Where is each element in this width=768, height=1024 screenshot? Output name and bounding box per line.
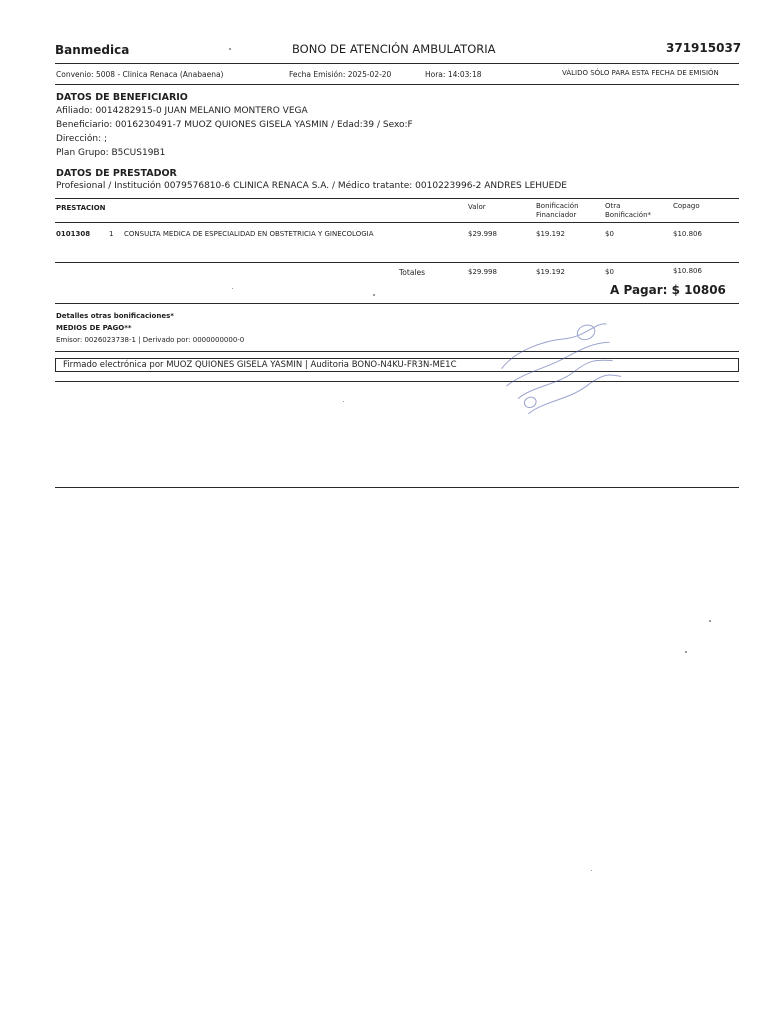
- totals-valor: $29.998: [468, 268, 497, 276]
- signature-box: [55, 358, 739, 372]
- signature-top-divider: [55, 351, 739, 352]
- row-qty: 1: [109, 230, 114, 238]
- col-prestacion: PRESTACION: [56, 204, 106, 212]
- signature-text: Firmado electrónica por MUOZ QUIONES GISELA YASMIN | Auditoria BONO-N4KU-FR3N-ME1C: [63, 360, 457, 370]
- document-title: BONO DE ATENCIÓN AMBULATORIA: [292, 42, 496, 56]
- meta-divider: [55, 84, 739, 85]
- brand-name: Banmedica: [55, 43, 130, 57]
- cancelado-stamp: [486, 307, 641, 441]
- col-otra-line2: Bonificación*: [605, 211, 652, 219]
- fecha-emision: Fecha Emisión: 2025-02-20: [289, 70, 392, 79]
- emisor-line: Emisor: 0026023738-1 | Derivado por: 0000000000-0: [56, 336, 245, 344]
- direccion-line: Dirección: ;: [56, 134, 108, 144]
- col-otra-line1: Otra: [605, 202, 621, 210]
- row-copago: $10.806: [673, 230, 702, 238]
- convenio-text: Convenio: 5008 - Clinica Renaca (Anabaena): [56, 70, 224, 79]
- col-otra: [605, 202, 651, 220]
- beneficiario-line: Beneficiario: 0016230491-7 MUOZ QUIONES GISELA YASMIN / Edad:39 / Sexo:F: [56, 120, 413, 130]
- totals-label: Totales: [399, 268, 426, 277]
- row-bonificacion: $19.192: [536, 230, 565, 238]
- prestador-line: Profesional / Institución 0079576810-6 CLINICA RENACA S.A. / Médico tratante: 0010223996-2 ANDRES LEHUEDE: [56, 181, 567, 191]
- amount-to-pay: A Pagar: $ 10806: [610, 283, 726, 297]
- col-copago: Copago: [673, 202, 700, 210]
- payment-divider: [55, 303, 739, 304]
- col-bonificacion-line1: Bonificación: [536, 202, 579, 210]
- prestador-title: DATOS DE PRESTADOR: [56, 168, 177, 179]
- col-valor: Valor: [468, 203, 486, 211]
- row-otra: $0: [605, 230, 614, 238]
- scan-speck: [685, 651, 687, 653]
- table-top-divider: [55, 198, 739, 199]
- totals-divider: [55, 262, 739, 263]
- scan-speck: [709, 620, 711, 622]
- otras-bonificaciones-label: Detalles otras bonificaciones*: [56, 312, 174, 320]
- page-bottom-divider: [55, 487, 739, 488]
- afiliado-line: Afiliado: 0014282915-0 JUAN MELANIO MONTERO VEGA: [56, 106, 308, 116]
- totals-otra: $0: [605, 268, 614, 276]
- row-description: CONSULTA MEDICA DE ESPECIALIDAD EN OBSTETRICIA Y GINECOLOGIA: [124, 230, 374, 238]
- header-divider: [55, 63, 739, 64]
- scan-speck: [343, 401, 344, 402]
- scan-speck: [591, 870, 592, 871]
- table-header-divider: [55, 222, 739, 223]
- totals-copago: $10.806: [673, 267, 702, 275]
- scan-speck: [229, 48, 231, 50]
- document-number: 371915037: [666, 41, 742, 55]
- row-code: 0101308: [56, 230, 91, 238]
- totals-bonificacion: $19.192: [536, 268, 565, 276]
- medios-pago-label: MEDIOS DE PAGO**: [56, 324, 132, 332]
- scan-speck: [232, 288, 233, 289]
- validity-note: VÁLIDO SÓLO PARA ESTA FECHA DE EMISIÓN: [562, 69, 719, 77]
- hora-emision: Hora: 14:03:18: [425, 70, 482, 79]
- beneficiario-title: DATOS DE BENEFICIARIO: [56, 92, 188, 103]
- plan-line: Plan Grupo: B5CUS19B1: [56, 148, 166, 158]
- row-valor: $29.998: [468, 230, 497, 238]
- col-bonificacion: [536, 202, 579, 220]
- scan-speck: [373, 294, 375, 296]
- col-bonificacion-line2: Financiador: [536, 211, 577, 219]
